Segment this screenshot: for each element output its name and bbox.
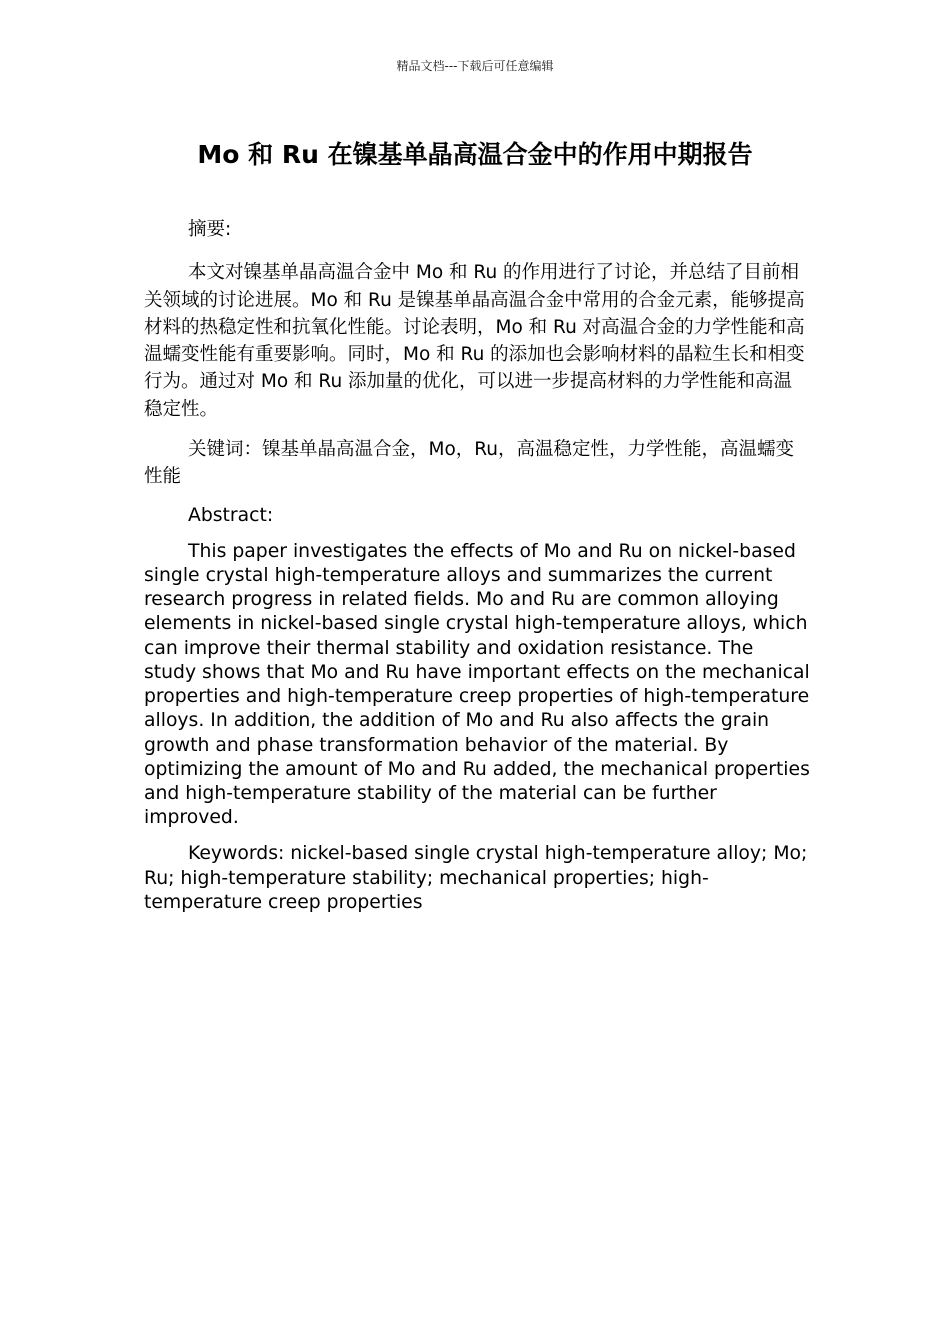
abstract-cn-label: 摘要: xyxy=(188,219,232,240)
keywords-en: Keywords: nickel-based single crystal high-temperature alloy; Mo; Ru; high-temperature stability; mechanical properties; high-temperature creep properties xyxy=(144,843,808,913)
header-note: 精品文档---下载后可任意编辑 xyxy=(396,59,554,73)
document-title: Mo 和 Ru 在镍基单晶高温合金中的作用中期报告 xyxy=(197,140,753,169)
abstract-cn-text: 本文对镍基单晶高温合金中 Mo 和 Ru 的作用进行了讨论，并总结了目前相关领域的讨论进展。Mo 和 Ru 是镍基单晶高温合金中常用的合金元素，能够提高材料的热稳定性和抗氧化性能。讨论表明，Mo 和 Ru 对高温合金的力学性能和高温蠕变性能有重要影响。同时，Mo 和 Ru 的添加也会影响材料的晶粒生长和相变行为。通过对 Mo 和 Ru 添加量的优化，可以进一步提高材料的力学性能和高温稳定性。 xyxy=(144,262,805,420)
abstract-en-label: Abstract: xyxy=(188,504,274,526)
abstract-en-text: This paper investigates the effects of Mo and Ru on nickel-based single crystal high-temperature alloys and summarizes the current research progress in related fields. Mo and Ru are common alloying elements in nickel-based single crystal high-temperature alloys, which can improve their thermal stability and oxidation resistance. The study shows that Mo and Ru have important effects on the mechanical properties and high-temperature creep properties of high-temperature alloys. In addition, the addition of Mo and Ru also affects the grain growth and phase transformation behavior of the material. By optimizing the amount of Mo and Ru added, the mechanical properties and high-temperature stability of the material can be further improved. xyxy=(144,540,810,829)
keywords-cn: 关键词：镍基单晶高温合金，Mo，Ru，高温稳定性，力学性能，高温蠕变性能 xyxy=(144,439,795,488)
document-body xyxy=(144,216,810,915)
